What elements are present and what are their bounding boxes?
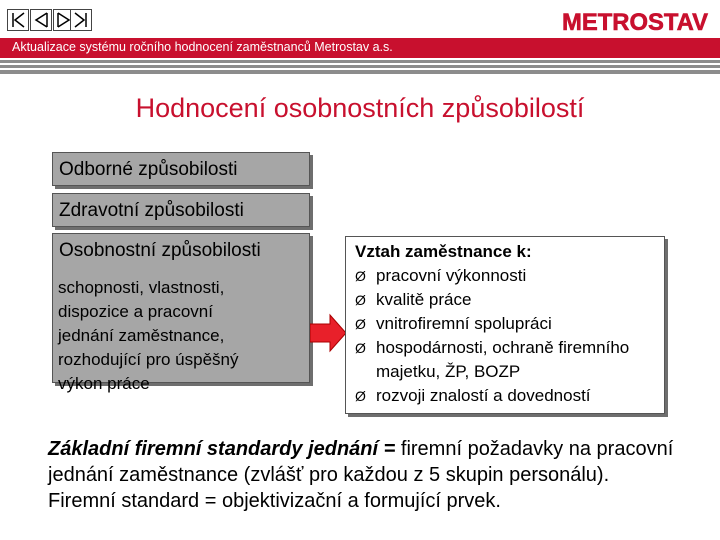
standards-rest: firemní požadavky na pracovní jednání zaměstnance (zvlášť pro každou z 5 skupin personálu). [48, 438, 674, 486]
zdravotni-box [52, 193, 310, 227]
osobnostni-label: Osobnostní způsobilosti [59, 240, 261, 261]
metrostav-logo [560, 6, 710, 34]
relation-box [345, 236, 665, 414]
bullet-icon: Ø [355, 292, 366, 308]
header-bar [0, 38, 720, 58]
relation-list [355, 264, 664, 408]
last-slide-button[interactable] [70, 9, 92, 31]
list-item: Ø hospodárnosti, ochraně firemního majetku, ŽP, BOZP [355, 338, 630, 381]
odborne-label: Odborné způsobilosti [59, 159, 238, 180]
header-stripe-2 [0, 65, 720, 68]
standards-second-line: Firemní standard = objektivizační a formující prvek. [48, 490, 501, 512]
relation-heading: Vztah zaměstnance k: [355, 242, 532, 261]
first-slide-icon [8, 10, 28, 30]
list-item: Ø pracovní výkonnosti [355, 264, 664, 288]
bullet-icon: Ø [355, 316, 366, 332]
prev-slide-button[interactable] [30, 9, 52, 31]
first-slide-button[interactable] [7, 9, 29, 31]
last-slide-icon [71, 10, 91, 30]
slide-title: Hodnocení osobnostních způsobilostí [135, 93, 585, 123]
bullet-icon: Ø [355, 388, 366, 404]
bullet-icon: Ø [355, 340, 366, 356]
bullet-icon: Ø [355, 268, 366, 284]
standards-text [48, 436, 708, 514]
list-item: Ø vnitrofiremní spolupráci [355, 312, 664, 336]
header-stripe-3 [0, 70, 720, 74]
header-title: Aktualizace systému ročního hodnocení zaměstnanců Metrostav a.s. [12, 40, 393, 54]
standards-bold: Základní firemní standardy jednání = [48, 438, 396, 460]
osobnostni-box [52, 233, 310, 393]
header-stripe-1 [0, 60, 720, 63]
prev-slide-icon [31, 10, 51, 30]
odborne-box [52, 152, 310, 186]
zdravotni-label: Zdravotní způsobilosti [59, 200, 244, 221]
logo-text: METROSTAV [562, 9, 708, 34]
arrow-right-icon [310, 313, 348, 353]
list-item: Ø kvalitě práce [355, 288, 664, 312]
list-item: Ø rozvoji znalostí a dovedností [355, 384, 664, 408]
osobnostni-description: schopnosti, vlastnosti, dispozice a pracovní jednání zaměstnance, rozhodující pro úspěšný výkon práce [58, 278, 239, 393]
